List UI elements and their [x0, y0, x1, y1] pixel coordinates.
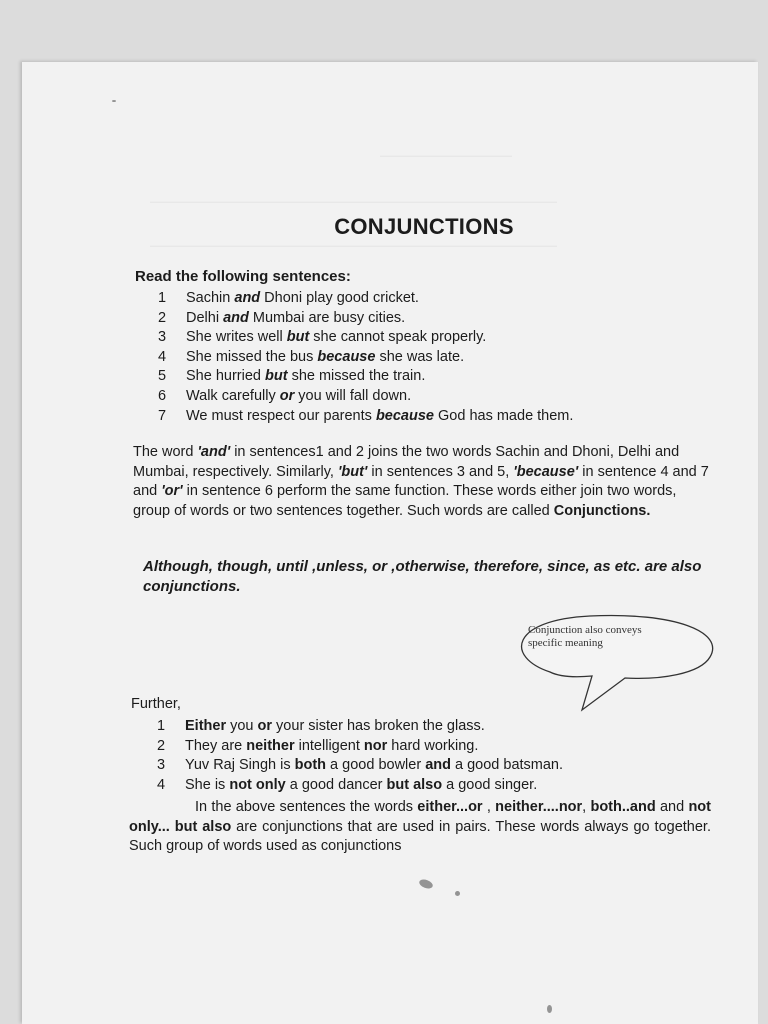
ink-smudge [455, 891, 460, 896]
sentence-item [158, 387, 573, 407]
sentence-text: Walk carefully [186, 387, 280, 404]
sentence-text: a good singer. [442, 776, 538, 793]
sentence-text: your sister has broken the glass. [272, 718, 485, 734]
sentence-number: 4 [158, 348, 167, 365]
sentence-text: She is [185, 776, 230, 793]
explanation-paragraph: The word 'and' in sentences1 and 2 joins the two words Sachin and Dhoni, Delhi and Mumbai, respectively. Similarly, 'but' in sentences 3 and 5, 'because' in sentence 4 and 7 and 'or' in sentence 6 perform the same function. These words either join two words, group of words or two sentences together. Such words are called Conjunctions. [133, 444, 709, 519]
speech-bubble-text: Conjunction also conveys specific meaning [528, 624, 642, 649]
conjunction-word: but also [386, 776, 443, 793]
further-label: Further, [131, 696, 181, 712]
conjunction-pair: either...or [417, 799, 483, 815]
conjunction-word: or [257, 718, 273, 734]
sentence-text: God has made them. [433, 407, 574, 424]
sentence-number: 1 [157, 718, 166, 734]
conjunction-word: because [317, 348, 376, 365]
conjunction-pair: not only... but also [129, 799, 711, 835]
sentence-text: intelligent [294, 737, 364, 754]
bleed-through: ————————————————————————————————————— [150, 196, 557, 208]
conjunction-word: Either [185, 718, 227, 734]
conjunction-word: not only [229, 776, 286, 793]
sentence-item [158, 328, 573, 348]
sentence-text: she missed the train. [287, 368, 426, 385]
sentence-number: 6 [158, 387, 167, 404]
sentence-text: you will fall down. [294, 387, 412, 404]
paragraph-text: In the above sentences the words [195, 799, 418, 815]
sentence-text: you [226, 718, 258, 734]
conjunction-word: or [279, 387, 295, 404]
sentence-number: 5 [158, 368, 167, 385]
sentence-text: hard working. [387, 737, 479, 754]
pair-sentence-item [157, 756, 563, 776]
sentence-number: 4 [157, 776, 166, 793]
sentence-text: They are [185, 737, 247, 754]
conjunction-word: neither [246, 737, 295, 754]
ink-smudge [112, 100, 116, 102]
sentence-item [158, 367, 573, 387]
pair-sentence-item [157, 737, 563, 757]
paragraph-text: , [582, 799, 591, 815]
sentence-text: Yuv Raj Singh is [185, 757, 295, 774]
sentence-text: She writes well [186, 329, 287, 346]
sentence-text: Mumbai are busy cities. [248, 309, 406, 326]
sentence-text: She missed the bus [186, 348, 318, 365]
sentence-text: Sachin [186, 290, 235, 306]
conjunction-word: but [286, 329, 310, 346]
conjunction-word: and [223, 309, 249, 326]
sentence-text: We must respect our parents [186, 407, 376, 424]
conjunction-word: and [425, 757, 451, 774]
sentence-number: 2 [158, 309, 167, 326]
paragraph-text: are conjunctions that are used in pairs. These words always go together. Such group of words used as conjunctions [129, 818, 711, 854]
paired-conjunction-examples [157, 717, 563, 795]
example-sentences [158, 289, 573, 426]
conjunction-word: but [265, 368, 288, 385]
sentence-item [158, 407, 573, 427]
sentence-item [158, 348, 573, 368]
conjunction-word: and [234, 290, 261, 306]
paragraph-text: and [655, 799, 689, 815]
sentence-text: Delhi [186, 309, 224, 326]
closing-paragraph [129, 798, 711, 857]
sentence-text: Dhoni play good cricket. [260, 290, 419, 306]
sentence-number: 3 [157, 757, 166, 774]
other-conjunctions-note: Although, though, until ,unless, or ,otherwise, therefore, since, as etc. are also conjunctions. [143, 558, 702, 595]
sentence-text: She hurried [186, 368, 265, 385]
sentence-text: she was late. [375, 348, 465, 365]
conjunction-word: both [294, 757, 327, 774]
pair-sentence-item [157, 776, 563, 796]
sentence-item [158, 289, 573, 309]
bleed-through: ————————————————————————————————————— [150, 240, 557, 252]
paragraph-text: , [482, 799, 496, 815]
intro-heading: Read the following sentences: [135, 268, 351, 285]
ink-smudge [547, 1005, 552, 1013]
sentence-number: 3 [158, 329, 167, 346]
conjunction-pair: neither....nor [495, 799, 583, 815]
pair-sentence-item [157, 717, 563, 737]
sentence-text: a good bowler [326, 757, 426, 774]
page-title: CONJUNCTIONS [334, 214, 514, 239]
conjunction-pair: both..and [590, 799, 656, 815]
sentence-number: 7 [158, 407, 167, 424]
sentence-item [158, 309, 573, 329]
sentence-number: 2 [157, 737, 166, 754]
conjunction-word: because [375, 407, 434, 424]
sentence-text: a good dancer [285, 776, 387, 793]
sentence-text: a good batsman. [450, 757, 564, 774]
sentence-text: she cannot speak properly. [309, 329, 487, 346]
bleed-through: ———————————— [380, 150, 512, 162]
sentence-number: 1 [158, 290, 167, 306]
conjunction-word: nor [363, 737, 388, 754]
